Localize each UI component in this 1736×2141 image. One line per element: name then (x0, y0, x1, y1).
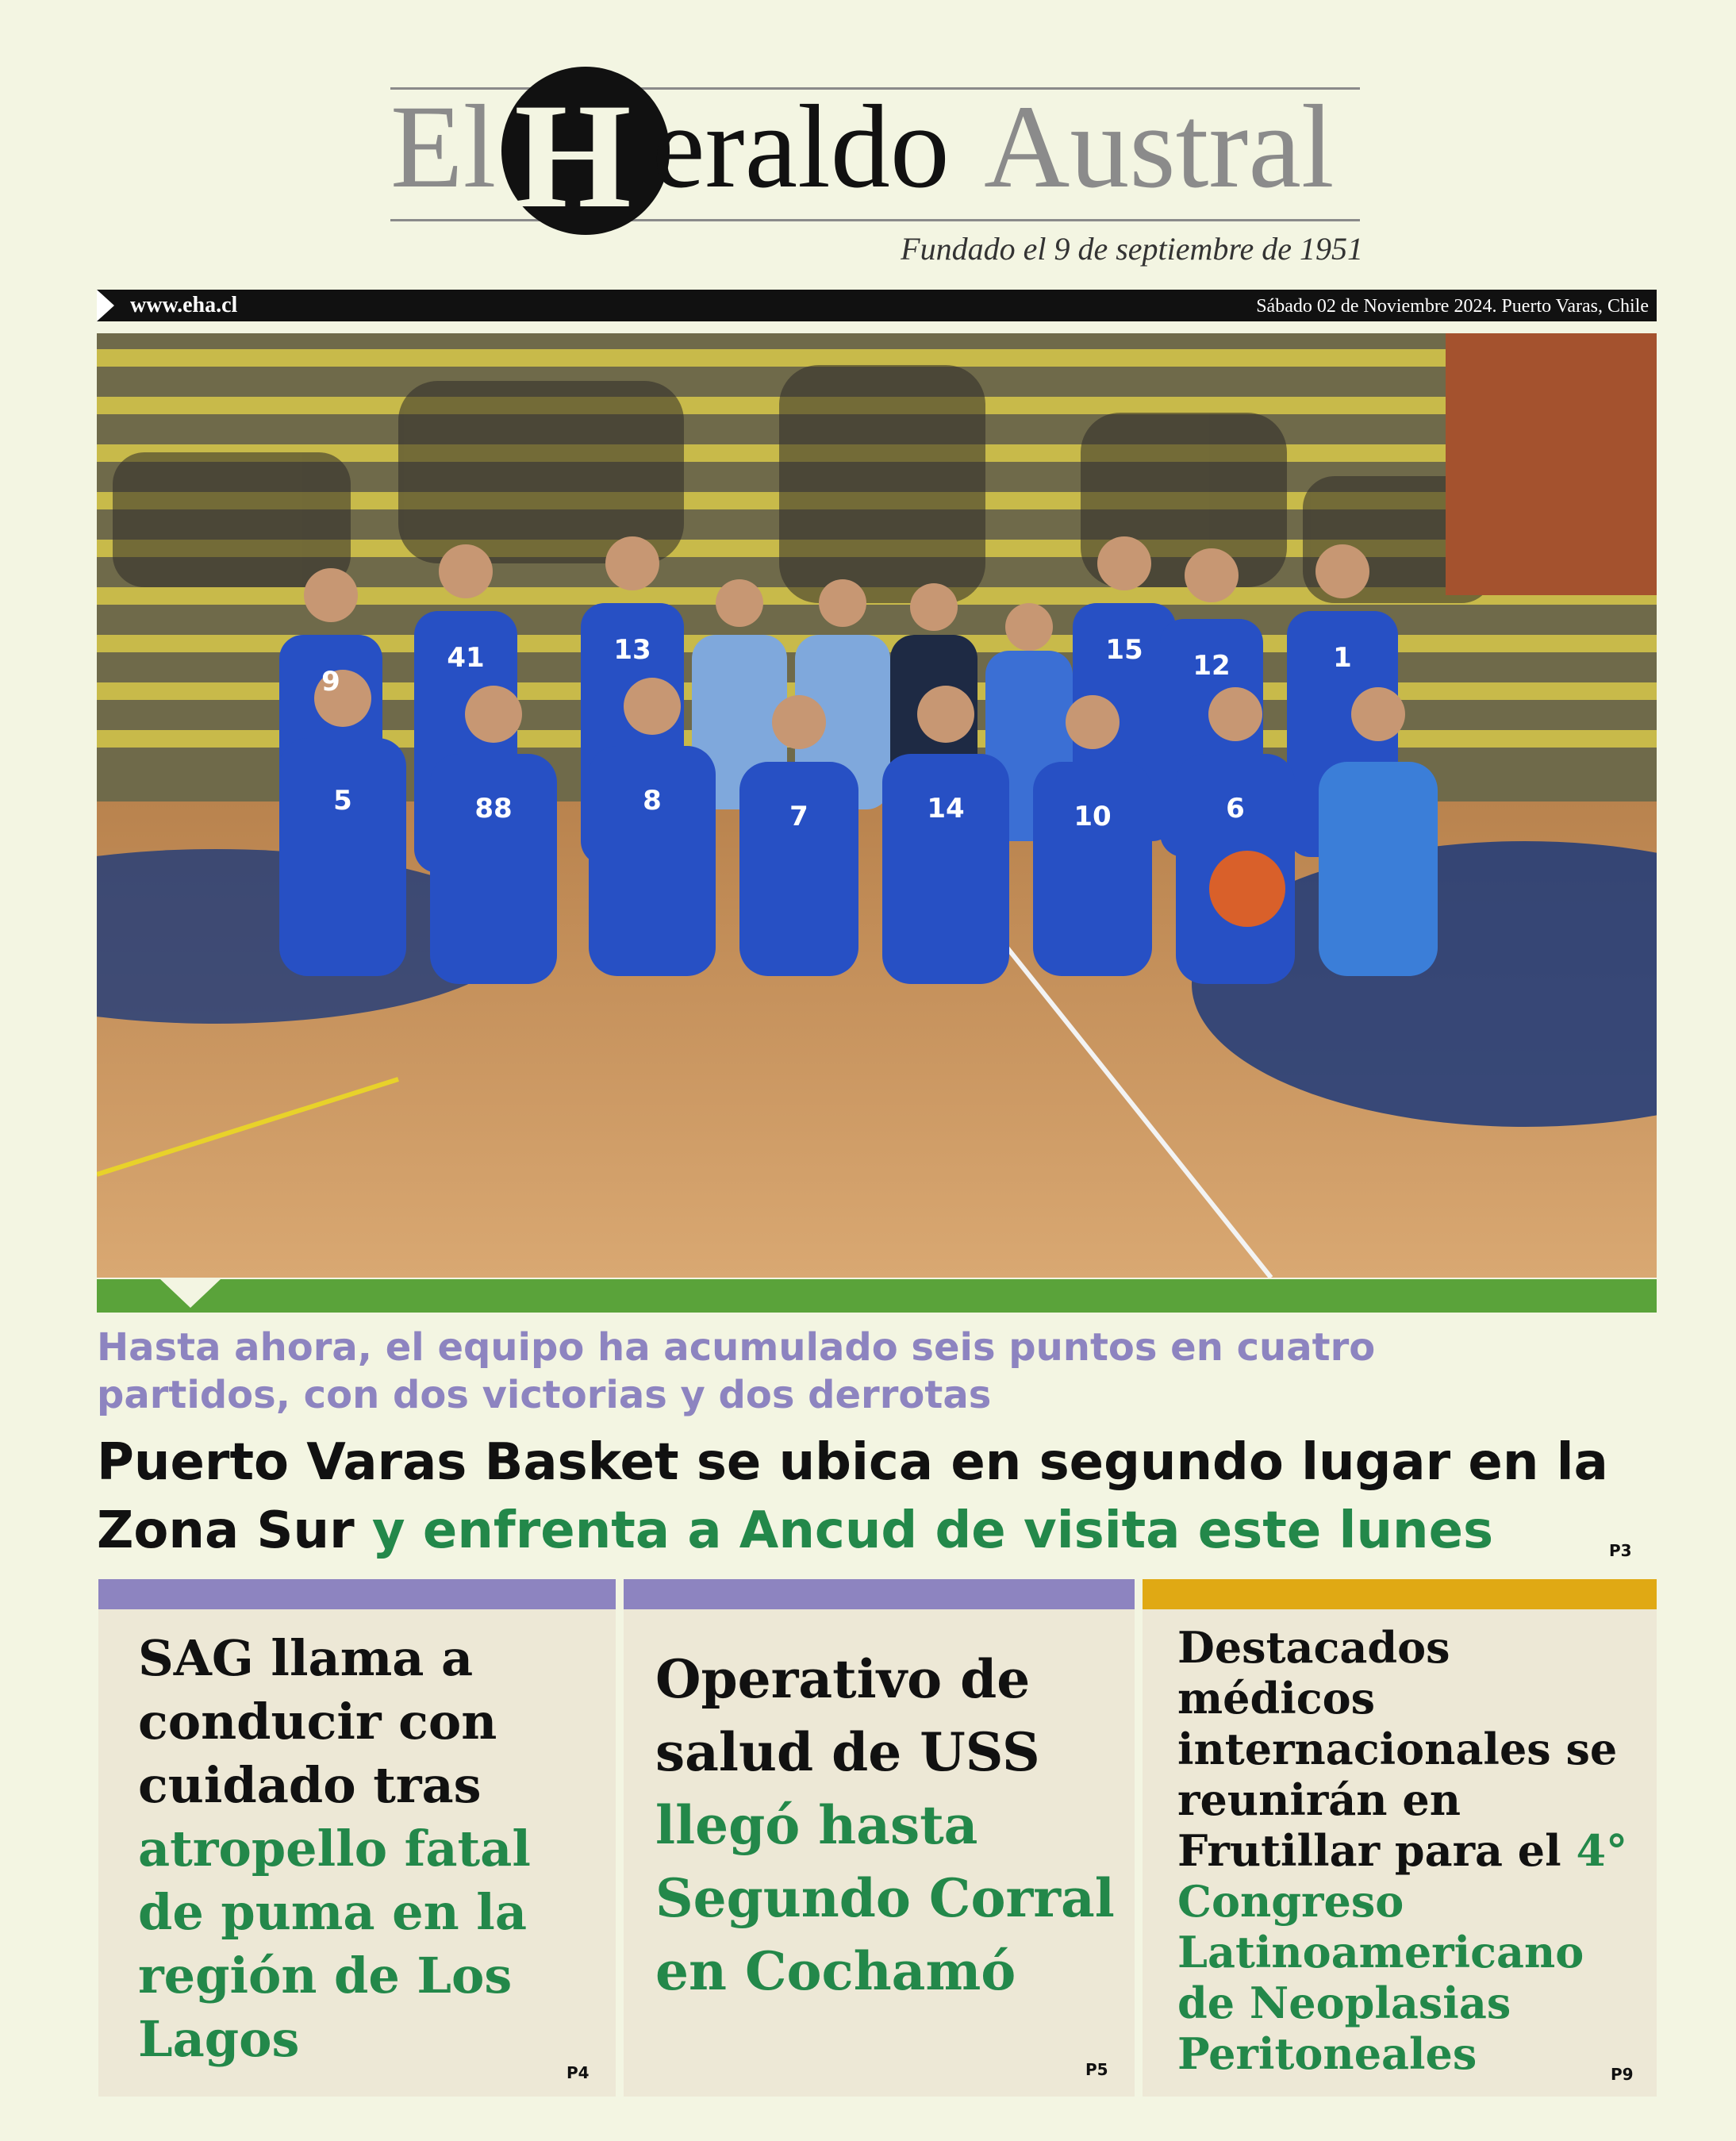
jersey-number: 5 (333, 785, 352, 817)
logo-el: El (390, 81, 497, 213)
jersey-number: 15 (1105, 634, 1143, 666)
jersey-number: 12 (1193, 650, 1231, 682)
page-ref: P3 (1609, 1541, 1632, 1560)
story-headline (655, 1643, 1116, 2008)
logo-austral: Austral (984, 81, 1335, 213)
story-card-sag[interactable] (98, 1579, 616, 2097)
story-headline-green: llegó hasta Segundo Corral en Cochamó (655, 1794, 1115, 2002)
website-link[interactable]: www.eha.cl (130, 293, 238, 317)
masthead (0, 0, 1736, 286)
story-headline (138, 1627, 598, 2071)
lead-subhead: Hasta ahora, el equipo ha acumulado seis puntos en cuatro partidos, con dos victorias y dos derrotas (97, 1325, 1376, 1417)
arrow-icon (97, 290, 114, 321)
story-color-bar (98, 1579, 616, 1609)
story-headline-black: SAG llama a conducir con cuidado tras (138, 1629, 497, 1814)
story-card-congreso[interactable] (1143, 1579, 1657, 2097)
jersey-number: 88 (474, 793, 513, 824)
page-ref: P4 (567, 2063, 590, 2082)
jersey-number: 14 (927, 793, 965, 824)
page-ref: P5 (1085, 2060, 1108, 2079)
photo-caption-band (97, 1279, 1657, 1313)
jersey-number: 10 (1073, 801, 1112, 832)
jersey-number: 8 (643, 785, 662, 817)
lead-headline-green: y enfrenta a Ancud de visita este lunes (354, 1501, 1494, 1560)
jersey-number: 7 (789, 801, 808, 832)
team-photo (97, 333, 1657, 1278)
jersey-number: 9 (321, 666, 340, 698)
lead-headline[interactable] (97, 1428, 1657, 1565)
jersey-number: 41 (447, 642, 485, 674)
story-headline-black: Destacados médicos internacionales se reunirán en Frutillar para el (1177, 1622, 1618, 1876)
jersey-number: 1 (1333, 642, 1352, 674)
story-color-bar (1143, 1579, 1657, 1609)
story-headline-green: atropello fatal de puma en la región de Los Lagos (138, 1820, 531, 2068)
chevron-down-icon (160, 1279, 221, 1308)
lead-headline-black: Puerto Varas Basket se ubica en segundo lugar en la Zona Sur (97, 1433, 1608, 1560)
jersey-number: 13 (613, 634, 651, 666)
logo-h: H (514, 73, 632, 240)
story-headline (1177, 1622, 1646, 2079)
jersey-number: 6 (1226, 793, 1245, 824)
story-headline-black: Operativo de salud de USS (655, 1648, 1040, 1783)
issue-date: Sábado 02 de Noviembre 2024. Puerto Varas, Chile (1256, 296, 1649, 317)
logo-eraldo: eraldo (652, 81, 950, 213)
page-ref: P9 (1611, 2065, 1634, 2084)
story-card-uss[interactable] (624, 1579, 1135, 2097)
tagline: Fundado el 9 de septiembre de 1951 (901, 231, 1363, 267)
story-headline-green: 4° Congreso Latinoamericano de Neoplasias Peritoneales (1177, 1825, 1628, 2079)
top-bar (97, 290, 1657, 321)
story-color-bar (624, 1579, 1135, 1609)
